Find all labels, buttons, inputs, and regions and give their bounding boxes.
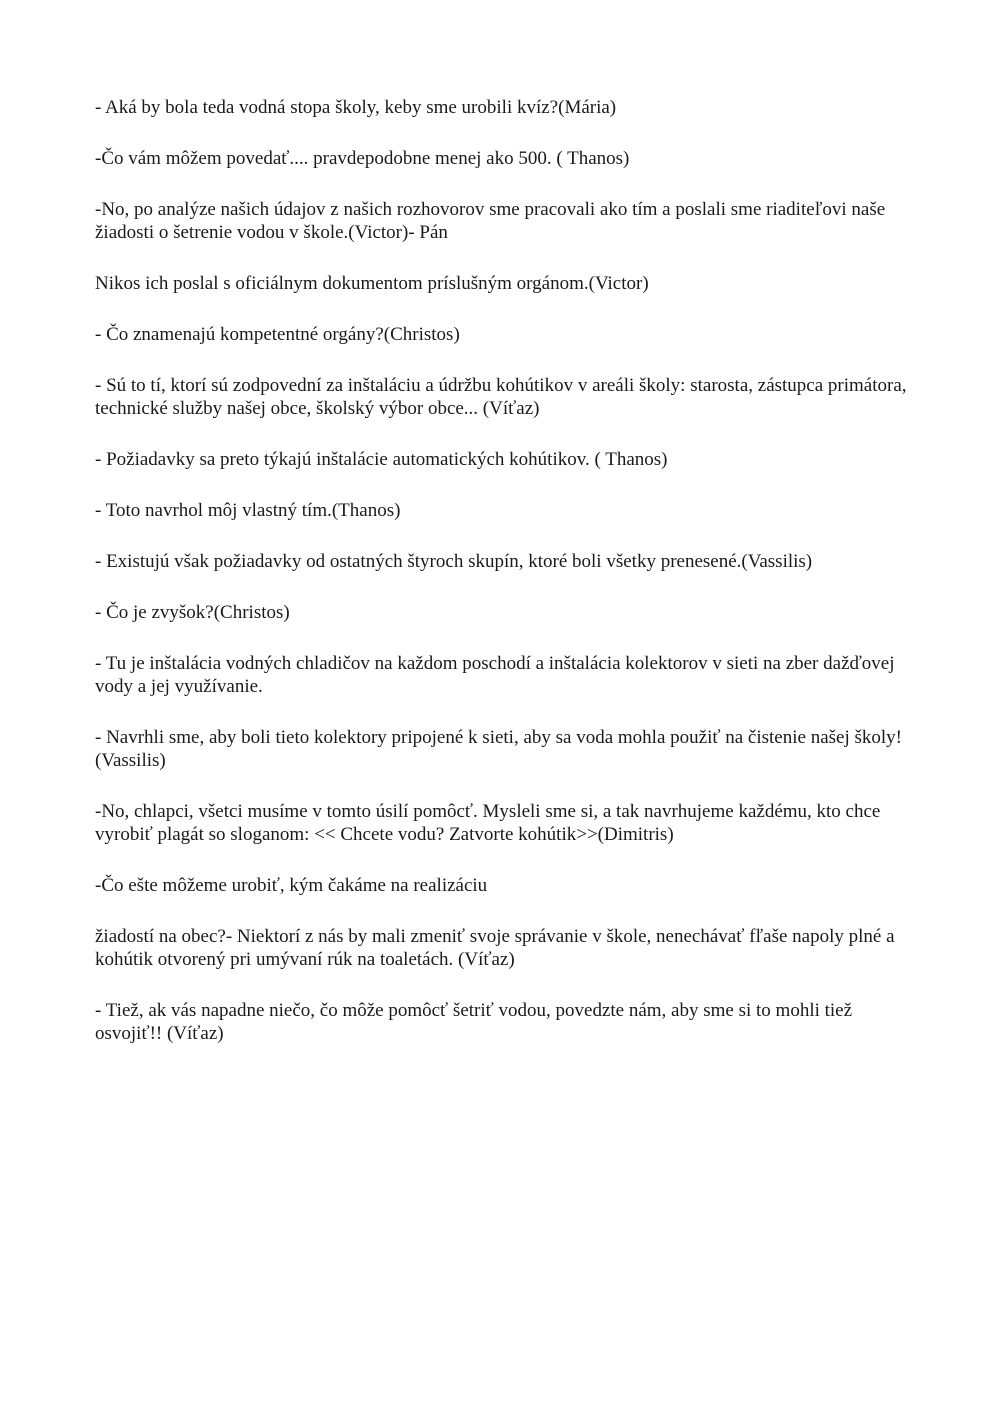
paragraph-15: žiadostí na obec?- Niektorí z nás by mali zmeniť svoje správanie v škole, nenechávať fľaše napoly plné a kohútik otvorený pri umývaní rúk na toaletách. (Víťaz) [95, 926, 895, 970]
paragraph-2: -Čo vám môžem povedať.... pravdepodobne menej ako 500. ( Thanos) [95, 148, 630, 169]
document-body [95, 96, 907, 1073]
paragraph-7: - Požiadavky sa preto týkajú inštalácie automatických kohútikov. ( Thanos) [95, 449, 668, 470]
paragraph-5: - Čo znamenajú kompetentné orgány?(Christos) [95, 324, 460, 345]
paragraph-4: Nikos ich poslal s oficiálnym dokumentom príslušným orgánom.(Victor) [95, 273, 649, 294]
paragraph-6: - Sú to tí, ktorí sú zodpovední za inštaláciu a údržbu kohútikov v areáli školy: starosta, zástupca primátora, technické služby našej obce, školský výbor obce... (Víťaz) [95, 375, 907, 419]
paragraph-8: - Toto navrhol môj vlastný tím.(Thanos) [95, 500, 401, 521]
paragraph-1: - Aká by bola teda vodná stopa školy, keby sme urobili kvíz?(Mária) [95, 97, 617, 118]
paragraph-9: - Existujú však požiadavky od ostatných štyroch skupín, ktoré boli všetky prenesené.(Vassilis) [95, 551, 813, 572]
paragraph-10: - Čo je zvyšok?(Christos) [95, 602, 290, 623]
paragraph-13: -No, chlapci, všetci musíme v tomto úsilí pomôcť. Mysleli sme si, a tak navrhujeme každému, kto chce vyrobiť plagát so sloganom: << Chcete vodu? Zatvorte kohútik>>(Dimitris) [95, 801, 881, 845]
paragraph-12: - Navrhli sme, aby boli tieto kolektory pripojené k sieti, aby sa voda mohla použiť na čistenie našej školy! (Vassilis) [95, 727, 902, 771]
paragraph-11: - Tu je inštalácia vodných chladičov na každom poschodí a inštalácia kolektorov v sieti na zber dažďovej vody a jej využívanie. [95, 653, 895, 697]
paragraph-3: -No, po analýze našich údajov z našich rozhovorov sme pracovali ako tím a poslali sme riaditeľovi naše žiadosti o šetrenie vodou v škole.(Victor)- Pán [95, 199, 886, 243]
paragraph-16: - Tiež, ak vás napadne niečo, čo môže pomôcť šetriť vodou, povedzte nám, aby sme si to mohli tiež osvojiť!! (Víťaz) [95, 1000, 853, 1044]
paragraph-14: -Čo ešte môžeme urobiť, kým čakáme na realizáciu [95, 875, 488, 896]
